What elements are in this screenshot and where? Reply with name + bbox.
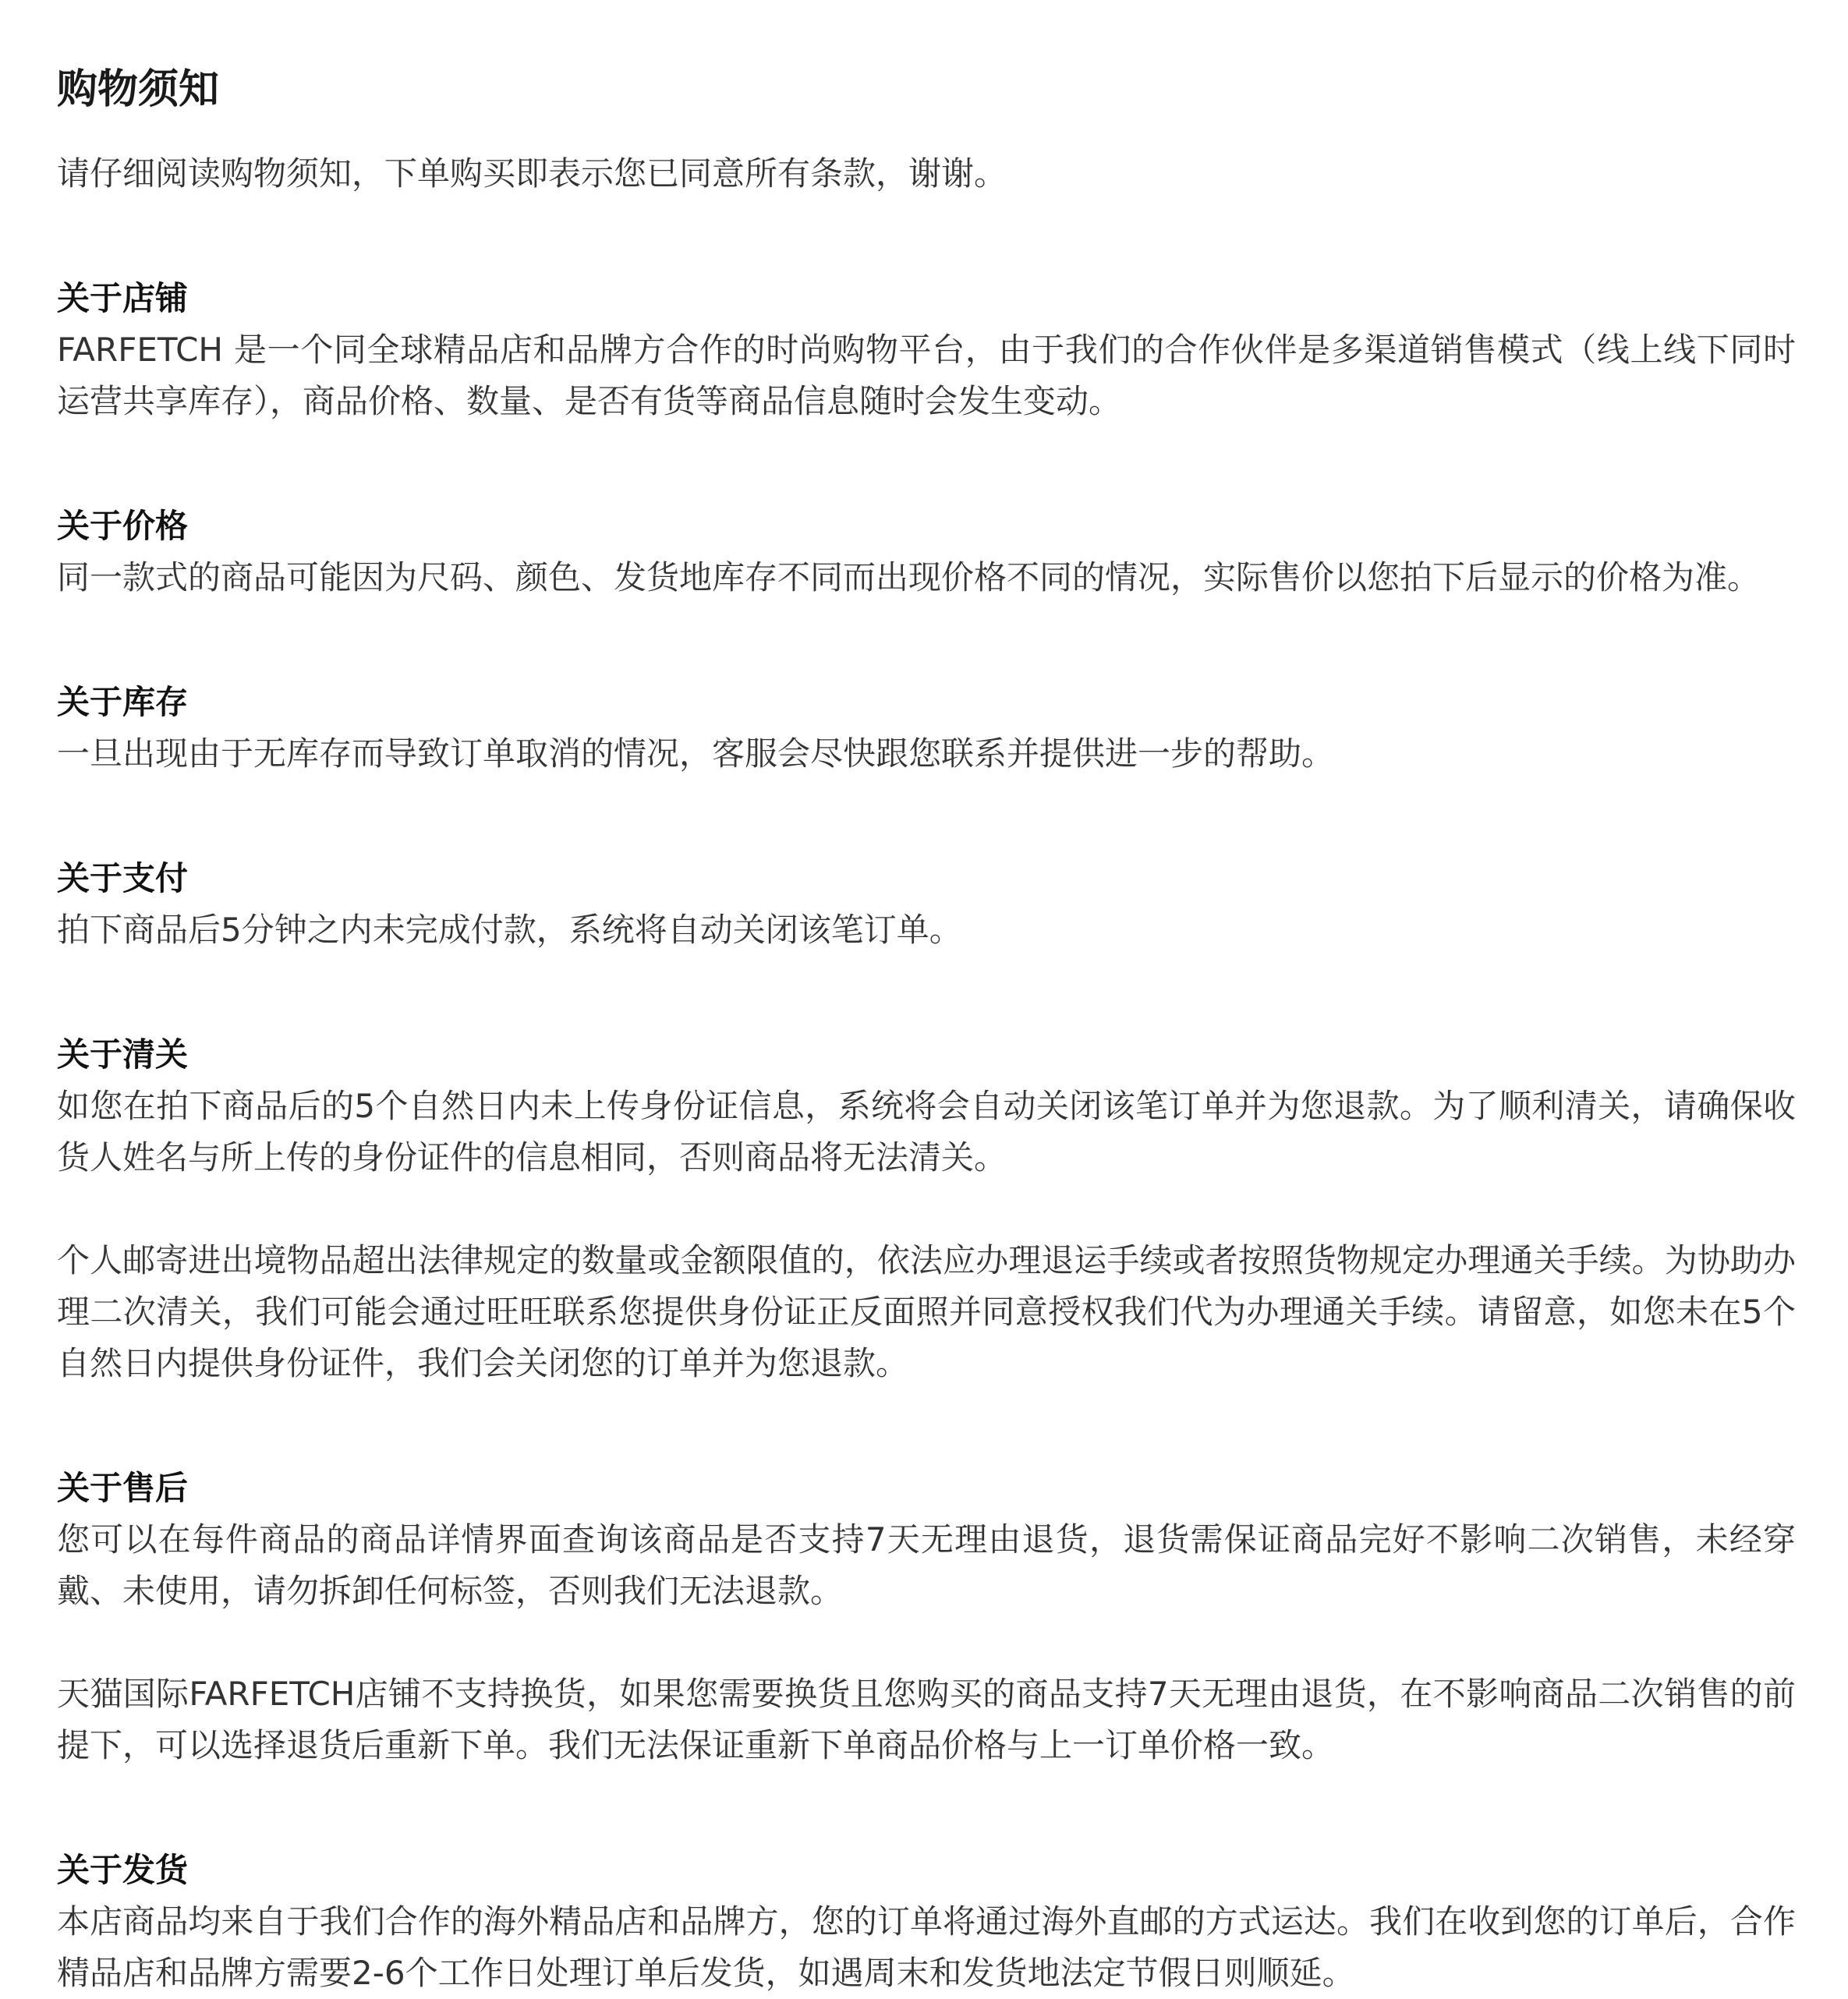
page-title: 购物须知 — [57, 66, 220, 113]
section-payment — [57, 853, 1796, 956]
section-heading: 关于售后 — [57, 1469, 189, 1507]
section-stock — [57, 677, 1796, 780]
section-store — [57, 273, 1796, 427]
section-after-sales — [57, 1463, 1796, 1771]
shopping-notice-page — [57, 55, 1796, 1999]
section-heading: 关于清关 — [57, 1035, 189, 1074]
section-paragraph: 如您在拍下商品后的5个自然日内未上传身份证信息，系统将会自动关闭该笔订单并为您退款。为了顺利清关，请确保收货人姓名与所上传的身份证件的信息相同，否则商品将无法清关。 — [57, 1087, 1796, 1176]
section-paragraph: 个人邮寄进出境物品超出法律规定的数量或金额限值的，依法应办理退运手续或者按照货物规定办理通关手续。为协助办理二次清关，我们可能会通过旺旺联系您提供身份证正反面照并同意授权我们代为办理通关手续。请留意，如您未在5个自然日内提供身份证件，我们会关闭您的订单并为您退款。 — [57, 1241, 1796, 1382]
section-paragraph: 拍下商品后5分钟之内未完成付款，系统将自动关闭该笔订单。 — [57, 911, 962, 949]
section-customs — [57, 1029, 1796, 1389]
section-heading: 关于库存 — [57, 683, 189, 721]
intro-text: 请仔细阅读购物须知，下单购买即表示您已同意所有条款，谢谢。 — [57, 154, 1007, 193]
section-heading: 关于发货 — [57, 1851, 189, 1889]
section-heading: 关于支付 — [57, 859, 189, 897]
section-shipping — [57, 1845, 1796, 1999]
section-heading: 关于价格 — [57, 507, 189, 545]
section-paragraph: 您可以在每件商品的商品详情界面查询该商品是否支持7天无理由退货，退货需保证商品完好不影响二次销售，未经穿戴、未使用，请勿拆卸任何标签，否则我们无法退款。 — [57, 1520, 1796, 1610]
section-paragraph: 同一款式的商品可能因为尺码、颜色、发货地库存不同而出现价格不同的情况，实际售价以您拍下后显示的价格为准。 — [57, 558, 1761, 596]
section-paragraph: 天猫国际FARFETCH店铺不支持换货，如果您需要换货且您购买的商品支持7天无理由退货，在不影响商品二次销售的前提下，可以选择退货后重新下单。我们无法保证重新下单商品价格与上一订单价格一致。 — [57, 1675, 1796, 1764]
section-price — [57, 501, 1796, 603]
section-paragraph: FARFETCH 是一个同全球精品店和品牌方合作的时尚购物平台，由于我们的合作伙伴是多渠道销售模式（线上线下同时运营共享库存），商品价格、数量、是否有货等商品信息随时会发生变动。 — [57, 331, 1796, 420]
section-heading: 关于店铺 — [57, 279, 189, 317]
section-paragraph: 本店商品均来自于我们合作的海外精品店和品牌方，您的订单将通过海外直邮的方式运达。我们在收到您的订单后，合作精品店和品牌方需要2-6个工作日处理订单后发货，如遇周末和发货地法定节假日则顺延。 — [57, 1902, 1796, 1992]
section-paragraph: 一旦出现由于无库存而导致订单取消的情况，客服会尽快跟您联系并提供进一步的帮助。 — [57, 734, 1335, 773]
